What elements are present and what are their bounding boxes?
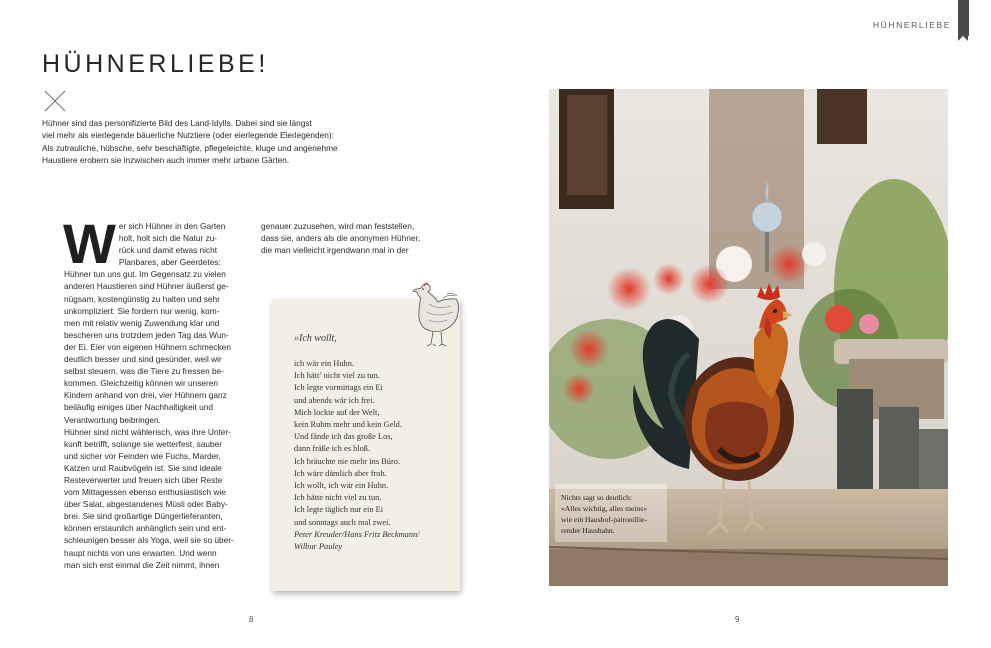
body-line: schleunigen besser als Yoga, weil sie so über- <box>64 535 234 546</box>
body-line: men mit relativ wenig Zuwendung klar und <box>64 317 220 328</box>
page-number-left: 8 <box>249 615 254 624</box>
intro-line: Haustiere erobern sie inzwischen auch immer mehr urbane Gärten. <box>42 154 290 165</box>
drop-cap: W <box>63 212 116 275</box>
poem-line: Ich wäre dämlich aber froh. <box>294 468 387 478</box>
cross-icon <box>44 90 66 112</box>
poem-line: Ich hätte nicht viel zu tun. <box>294 493 382 503</box>
intro-line: Hühner sind das personifizierte Bild des Land-Idylls. Dabei sind sie längst <box>42 118 312 128</box>
intro-paragraph <box>42 117 387 166</box>
bookmark-ribbon <box>958 0 969 36</box>
body-line: vom Mittagessen ebenso enthusiastisch wie <box>64 487 226 498</box>
running-head: HÜHNERLIEBE <box>872 20 951 30</box>
poem-line: und abends wär ich frei. <box>294 395 375 405</box>
body-line: deutlich besser und sind gesünder, weil wir <box>64 354 222 365</box>
caption-line: Nichts sagt so deutlich: <box>561 493 633 502</box>
body-line: Planbares, aber Geerdetes: <box>118 257 221 268</box>
poem-line: Ich bräuchte nie mehr ins Büro. <box>294 456 401 466</box>
caption-line: wie ein Haushof-patrouillie- <box>561 515 648 524</box>
body-column-2 <box>261 220 442 256</box>
poem-line: Mich lockte auf der Welt, <box>294 407 380 417</box>
body-line: dass sie, anders als die anonymen Hühner, <box>261 233 421 244</box>
poem-title: »Ich wollt, <box>294 333 337 344</box>
body-line: kunft betrifft, solange sie wetterfest, sauber <box>64 438 223 449</box>
intro-line: Als zutrauliche, hübsche, sehr beschäftigte, pflegeleichte, kluge und angenehme <box>42 142 338 153</box>
body-line: genauer zuzusehen, wird man feststellen, <box>261 221 415 231</box>
poem-line: Ich wollt, ich wär ein Huhn. <box>294 481 389 491</box>
hen-sketch-icon <box>407 278 465 350</box>
body-line: anderen Haustieren sind Hühner äußerst ge- <box>64 281 229 292</box>
body-line: brei. Sie sind großartige Düngerlieferanten, <box>64 511 223 522</box>
body-column-1 <box>63 212 246 571</box>
intro-line: viel mehr als eierlegende bäuerliche Nutztiere (oder eierlegende Eierlegenden): <box>42 130 334 141</box>
poem-author: Wilbur Pauley <box>294 542 343 552</box>
body-line: Hühner sind nicht wählerisch, was ihre Unter- <box>64 426 231 437</box>
body-line: und sicher vor Feinden wie Fuchs, Marder, <box>64 450 221 461</box>
poem-line: ich wär ein Huhn. <box>294 359 355 368</box>
body-line: können erstaunlich anhänglich sein und ent- <box>64 523 227 534</box>
body-line: kommen. Gleichzeitig können wir unseren <box>64 378 219 389</box>
body-line: man sich erst einmal die Zeit nimmt, ihnen <box>64 559 220 570</box>
body-line: Kindern anhand von drei, vier Hühnern ganz <box>64 390 227 401</box>
poem-line: dann fräße ich es bloß. <box>294 444 371 454</box>
body-line: beiläufig einiges über Nachhaltigkeit und <box>64 402 213 413</box>
poem-line: kein Ruhm mehr und kein Geld. <box>294 420 402 430</box>
poem-line: Ich legte vormittags ein Ei <box>294 383 383 393</box>
page-number-right: 9 <box>735 615 740 624</box>
photo-caption <box>561 492 666 536</box>
body-line: haupt nichts von uns erwarten. Und wenn <box>64 547 217 558</box>
body-line: Verantwortung beibringen. <box>64 414 161 425</box>
poem-text <box>294 358 460 553</box>
poem-line: und sonntags auch mal zwei. <box>294 517 391 527</box>
body-text <box>63 212 246 571</box>
body-line: bescheren uns trotzdem jeden Tag das Wun- <box>64 329 229 340</box>
body-line: Hühner tun uns gut. Im Gegensatz zu vielen <box>64 269 226 280</box>
body-line: über Salat, abgestandenes Müsli oder Baby- <box>64 499 228 510</box>
body-line: unkompliziert. Sie fordern nur wenig, kom- <box>64 305 220 316</box>
caption-line: render Haushahn. <box>561 526 615 535</box>
body-line: selbst steuern, was die Tiere zu fressen be- <box>64 366 225 377</box>
body-line: Resteverwerter und freuen sich über Reste <box>64 474 223 485</box>
body-line: Katzen und Raubvögeln ist. Sie sind ideale <box>64 462 222 473</box>
poem-author: Peter Kreuder/Hans Fritz Beckmann/ <box>294 529 420 539</box>
body-line: rück und damit etwas nicht <box>118 245 218 256</box>
caption-line: »Alles wichtig, alles meins« <box>561 504 648 513</box>
poem-line: Ich hätt’ nicht viel zu tun. <box>294 371 380 381</box>
page-title: HÜHNERLIEBE! <box>42 50 269 78</box>
body-text <box>261 220 442 256</box>
body-line: die man vielleicht irgendwann mal in der <box>261 245 409 256</box>
poem-line: Und fände ich das große Los, <box>294 432 393 442</box>
body-line: der Ei. Eier von eigenen Hühnern schmecken <box>64 341 231 352</box>
body-line: holt, holt sich die Natur zu- <box>118 233 218 244</box>
body-line: er sich Hühner in den Garten <box>118 221 226 231</box>
poem-line: Ich legte täglich nur ein Ei <box>294 505 384 515</box>
body-line: nügsam, kostengünstig zu halten und sehr <box>64 293 220 304</box>
